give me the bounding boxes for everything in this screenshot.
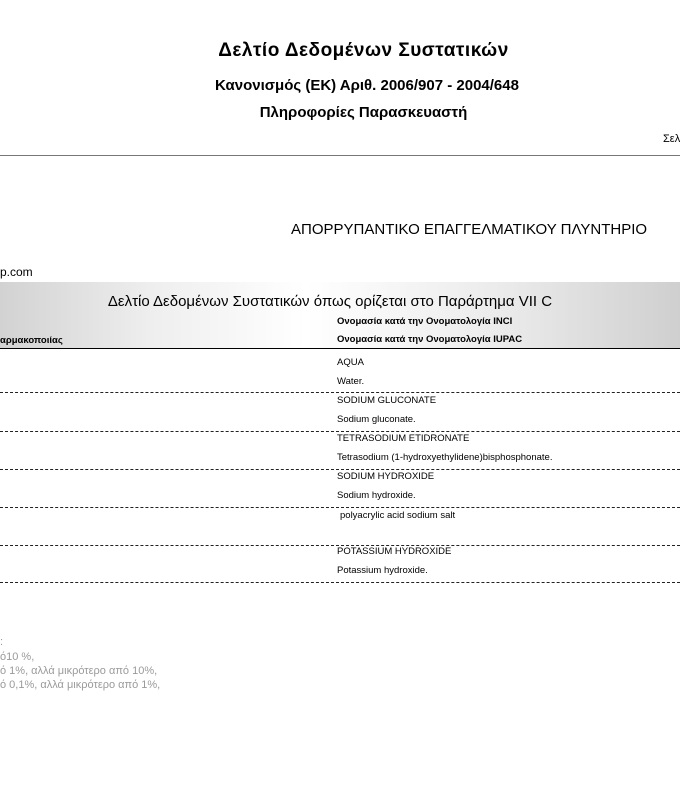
column-header-pharmacopoeia: αρμακοποιίας (0, 335, 63, 346)
footnote-line: ό 0,1%, αλλά μικρότερο από 1%, (0, 679, 161, 691)
row-divider (0, 392, 680, 393)
row-1-inci: AQUA (337, 357, 364, 368)
product-name: ΑΠΟΡΡΥΠΑΝΤΙΚΟ ΕΠΑΓΓΕΛΜΑΤΙΚΟΥ ΠΛΥΝΤΗΡΙΟ (291, 221, 648, 238)
row-3-inci: TETRASODIUM ETIDRONATE (337, 433, 470, 444)
row-4-iupac: Sodium hydroxide. (337, 490, 416, 501)
row-2-inci: SODIUM GLUCONATE (337, 395, 437, 406)
footnote-line: ό10 %, (0, 651, 35, 663)
row-divider (0, 507, 680, 508)
contact-email-fragment: p.com (0, 265, 33, 279)
row-4-inci: SODIUM HYDROXIDE (337, 471, 435, 482)
column-header-iupac: Ονομασία κατά την Ονοματολογία IUPAC (337, 334, 523, 345)
row-3-iupac: Tetrasodium (1-hydroxyethylidene)bisphosphonate. (337, 452, 553, 463)
row-6-iupac: Potassium hydroxide. (337, 565, 428, 576)
footnote-line: ό 1%, αλλά μικρότερο από 10%, (0, 665, 158, 677)
row-2-iupac: Sodium gluconate. (337, 414, 416, 425)
row-5-inci: polyacrylic acid sodium salt (340, 510, 456, 521)
page-label: Σελ (663, 133, 680, 145)
regulation-reference: Κανονισμός (ΕΚ) Αριθ. 2006/907 - 2004/648 (215, 77, 519, 94)
row-divider (0, 431, 680, 432)
row-1-iupac: Water. (337, 376, 365, 387)
table-section-title: Δελτίο Δεδομένων Συστατικών όπως ορίζεται στο Παράρτημα VII C (107, 293, 553, 310)
footnote-line: : (0, 636, 4, 648)
row-6-inci: POTASSIUM HYDROXIDE (337, 546, 452, 557)
manufacturer-info-heading: Πληροφορίες Παρασκευαστή (259, 104, 468, 121)
row-divider (0, 469, 680, 470)
document-title: Δελτίο Δεδομένων Συστατικών (218, 40, 509, 61)
header-divider (0, 155, 680, 156)
column-header-inci: Ονομασία κατά την Ονοματολογία INCI (337, 316, 513, 327)
row-divider (0, 582, 680, 583)
